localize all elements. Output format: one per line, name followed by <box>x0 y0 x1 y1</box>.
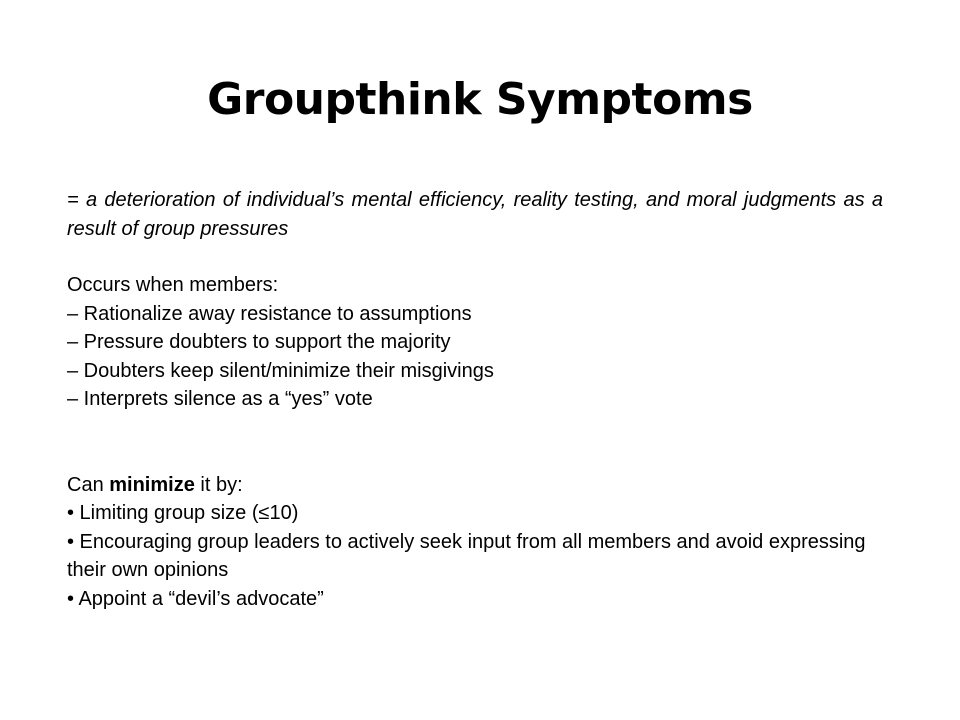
minimize-item: • Encouraging group leaders to actively seek input from all members and avoid expressing their own opinions <box>67 530 866 581</box>
slide-body <box>67 186 883 613</box>
occurs-item: – Rationalize away resistance to assumptions <box>67 302 472 325</box>
definition-text: = a deterioration of individual’s mental efficiency, reality testing, and moral judgments as a result of group pressures <box>67 189 883 240</box>
occurs-heading: Occurs when members: <box>67 274 279 296</box>
occurs-item: – Pressure doubters to support the majority <box>67 331 451 353</box>
occurs-item: – Doubters keep silent/minimize their misgivings <box>67 359 494 382</box>
minimize-heading <box>67 471 883 500</box>
minimize-item: • Appoint a “devil’s advocate” <box>67 587 324 610</box>
minimize-heading-prefix: Can <box>67 473 110 496</box>
slide-title: Groupthink Symptoms <box>207 74 753 125</box>
occurs-item: – Interprets silence as a “yes” vote <box>67 388 373 410</box>
minimize-heading-bold: minimize <box>109 473 195 496</box>
minimize-heading-suffix: it by: <box>194 473 243 496</box>
minimize-item: • Limiting group size (≤10) <box>67 502 299 524</box>
